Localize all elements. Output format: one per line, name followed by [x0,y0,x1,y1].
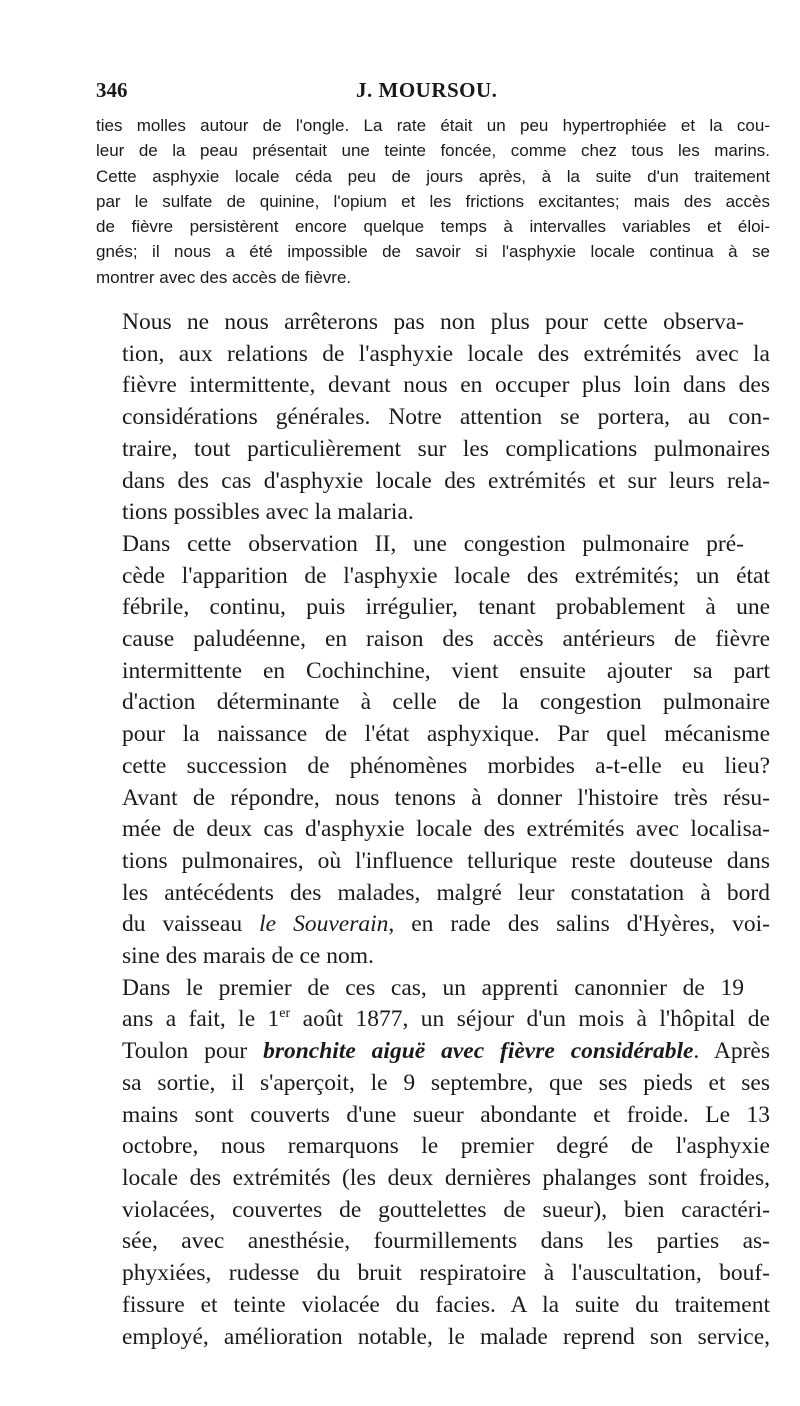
text-line: sa sortie, il s'aperçoit, le 9 septembre, que ses pieds et ses [122,1069,770,1096]
running-head: J. MOURSOU. [356,78,498,102]
text-line: cède l'apparition de l'asphyxie locale des extrémités; un état [122,562,770,589]
text-line: locale des extrémités (les deux dernières phalanges sont froides, [122,1164,770,1191]
text-line: gnés; il nous a été impossible de savoir si l'asphyxie locale continua à se [96,242,770,262]
paragraph-2 [96,529,770,973]
text-line: fissure et teinte violacée du facies. A la suite du traitement [122,1291,770,1318]
text-line: violacées, couvertes de gouttelettes de sueur), bien caractéri- [122,1196,770,1223]
paragraph-3 [96,973,770,1353]
text-line: tions possibles avec la malaria. [122,499,414,526]
text-line: fièvre intermittente, devant nous en occuper plus loin dans des [122,372,770,399]
text-line: tions pulmonaires, où l'influence tellurique reste douteuse dans [122,847,770,874]
text-fragment: Toulon pour [122,1038,264,1065]
text-line: intermittente en Cochinchine, vient ensuite ajouter sa part [122,657,770,684]
text-line: sée, avec anesthésie, fourmillements dans les parties as- [122,1228,770,1255]
text-line: employé, amélioration notable, le malade reprend son service, [122,1323,770,1350]
text-line: les antécédents des malades, malgré leur constatation à bord [122,879,770,906]
text-line: Avant de répondre, nous tenons à donner l'histoire très résu- [122,784,770,811]
text-fragment: , en rade des salins d'Hyères, voi- [388,911,770,938]
text-line: traire, tout particulièrement sur les complications pulmonaires [122,435,770,462]
main-text [96,307,770,1353]
text-line: considérations générales. Notre attention se portera, au con- [122,404,770,431]
text-line: par le sulfate de quinine, l'opium et les frictions excitantes; mais des accès [96,191,770,211]
text-line: mée de deux cas d'asphyxie locale des extrémités avec localisa- [122,816,770,843]
text-line: octobre, nous remarquons le premier degré de l'asphyxie [122,1133,770,1160]
text-line: leur de la peau présentait une teinte foncée, comme chez tous les marins. [96,141,770,161]
text-line: cette succession de phénomènes morbides a-t-elle eu lieu? [122,752,770,779]
text-line: d'action déterminante à celle de la congestion pulmonaire [122,689,770,716]
text-line: tion, aux relations de l'asphyxie locale des extrémités avec la [122,340,770,367]
text-line: Dans le premier de ces cas, un apprenti canonnier de 19 [122,974,744,1001]
text-line: Dans cette observation II, une congestion pulmonaire pré- [122,530,744,557]
text-fragment: . Après [693,1038,770,1065]
text-line: fébrile, continu, puis irrégulier, tenant probablement à une [122,594,770,621]
text-line [96,1036,770,1068]
page-header [96,68,770,100]
diagnosis-emphasis: bronchite aiguë avec fièvre considérable [263,1038,694,1065]
page-number: 346 [96,78,128,102]
text-line: montrer avec des accès de fièvre. [96,267,352,287]
text-line: dans des cas d'asphyxie locale des extrémités et sur leurs rela- [122,467,770,494]
small-print-paragraph [96,113,770,290]
text-line: Nous ne nous arrêterons pas non plus pour cette observa- [122,309,744,335]
text-line: Cette asphyxie locale céda peu de jours après, à la suite d'un traitement [96,166,770,186]
text-fragment: août 1877, un séjour d'un mois à l'hôpital de [290,1006,770,1033]
text-line: mains sont couverts d'une sueur abondante et froide. Le 13 [122,1101,770,1128]
text-line [96,909,770,941]
text-line: sine des marais de ce nom. [122,943,374,970]
text-line: de fièvre persistèrent encore quelque temps à intervalles variables et éloi- [96,217,770,237]
text-line: ties molles autour de l'ongle. La rate était un peu hypertrophiée et la cou- [96,116,770,135]
ship-name: le Souverain [259,911,389,938]
paragraph-1 [96,307,770,529]
text-line: phyxiées, rudesse du bruit respiratoire à l'auscultation, bouf- [122,1260,770,1287]
text-line: pour la naissance de l'état asphyxique. Par quel mécanisme [122,721,770,748]
text-line: cause paludéenne, en raison des accès antérieurs de fièvre [122,626,770,653]
ordinal-superscript: er [279,1005,291,1022]
text-fragment: ans a fait, le 1 [122,1006,280,1033]
text-line [96,1004,770,1036]
text-fragment: du vaisseau [122,911,260,938]
